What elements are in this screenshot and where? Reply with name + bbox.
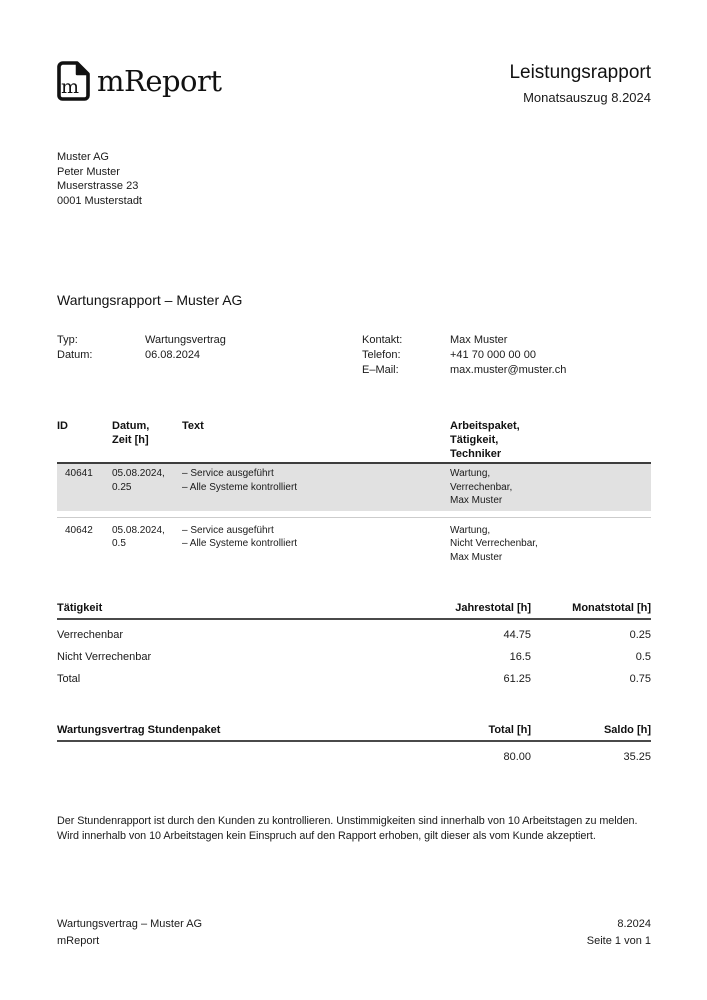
table-row [57, 642, 651, 664]
package-row-spacer [57, 751, 337, 765]
summary-row-label: Verrechenbar [57, 628, 124, 641]
entry-id-text: 40641 [65, 468, 93, 479]
header-datum-line1: Datum, [112, 420, 150, 432]
recipient-company: Muster AG [57, 151, 109, 163]
entry-arbeitspaket [450, 467, 651, 508]
entry-text-line2: – Alle Systeme kontrolliert [182, 481, 298, 493]
entry-id [57, 524, 112, 565]
recipient-city: 0001 Musterstadt [57, 195, 142, 208]
summary-row-label: Total [57, 672, 81, 685]
report-section-title: Wartungsrapport – Muster AG [57, 292, 243, 308]
kontakt-value: Max Muster [450, 334, 508, 346]
email-value: max.muster@muster.ch [450, 364, 567, 376]
datum-label: Datum: [57, 349, 93, 361]
entry-text [182, 524, 450, 565]
header-paket-line2: Tätigkeit, [450, 434, 499, 446]
typ-value: Wartungsvertrag [145, 334, 226, 346]
entry-zeit: 0.25 [112, 481, 132, 493]
entry-id [57, 467, 112, 508]
kontakt-label: Kontakt: [362, 334, 403, 346]
header-datum-line2: Zeit [h] [112, 434, 149, 446]
recipient-street: Muserstrasse 23 [57, 180, 139, 193]
package-header-total: Total [h] [488, 724, 531, 736]
recipient-name: Peter Muster [57, 165, 120, 178]
document-title: Leistungsrapport [509, 62, 651, 83]
summary-monatstotal-value: 0.75 [629, 672, 651, 685]
table-row [57, 517, 651, 569]
svg-text:m: m [61, 76, 80, 98]
summary-monatstotal-value: 0.5 [635, 650, 651, 663]
header-id-text: ID [57, 420, 68, 432]
entry-paket: Wartung, [450, 524, 491, 536]
table-row [57, 664, 651, 686]
meta-right-column [362, 333, 651, 378]
typ-label: Typ: [57, 334, 78, 346]
entry-text-line2: – Alle Systeme kontrolliert [182, 538, 298, 549]
table-row [57, 620, 651, 642]
entry-text-line1: – Service ausgeführt [182, 468, 274, 479]
footer-doc-title: Wartungsvertrag – Muster AG [57, 918, 203, 930]
summary-header-monatstotal: Monatstotal [h] [572, 602, 651, 614]
package-header-title: Wartungsvertrag Stundenpaket [57, 724, 221, 736]
datum-value: 06.08.2024 [145, 349, 201, 361]
package-header-saldo: Saldo [h] [603, 724, 651, 736]
report-meta [57, 333, 651, 378]
entry-text-line1: – Service ausgeführt [182, 524, 274, 536]
summary-jahrestotal-value: 44.75 [503, 628, 531, 641]
page-footer [57, 916, 651, 950]
entries-table-header [57, 419, 651, 461]
entry-datum: 05.08.2024, [112, 468, 165, 479]
meta-row-telefon [362, 348, 651, 363]
summary-header-jahrestotal: Jahrestotal [h] [455, 602, 531, 614]
entry-text [182, 467, 450, 508]
footer-left [57, 916, 202, 950]
package-saldo-value: 35.25 [623, 750, 651, 763]
meta-row-typ [57, 333, 362, 348]
activity-summary-header [57, 601, 651, 615]
entry-techniker: Max Muster [450, 495, 503, 506]
entry-taetigkeit: Verrechenbar, [450, 481, 513, 493]
entry-datum-zeit [112, 524, 182, 565]
entries-table [57, 419, 651, 568]
summary-header-taetigkeit: Tätigkeit [57, 602, 103, 614]
document-m-icon [57, 61, 90, 101]
entry-id-text: 40642 [65, 524, 93, 536]
recipient-address [57, 150, 142, 209]
table-row [57, 742, 651, 764]
note-line1: Der Stundenrapport ist durch den Kunden zu kontrollieren. Unstimmigkeiten sind innerhalb von 10 Arbeitstagen zu melden. [57, 815, 638, 827]
footer-period: 8.2024 [617, 918, 651, 930]
summary-jahrestotal-value: 16.5 [509, 650, 531, 663]
summary-row-label: Nicht Verrechenbar [57, 650, 152, 663]
table-row [57, 464, 651, 511]
header-text-label: Text [182, 420, 204, 432]
package-total-value: 80.00 [503, 750, 531, 763]
entry-paket: Wartung, [450, 468, 491, 479]
package-summary-header [57, 723, 651, 737]
entry-techniker: Max Muster [450, 551, 503, 563]
brand-name: mReport [97, 64, 222, 98]
entry-datum-zeit [112, 467, 182, 508]
activity-summary-table [57, 601, 651, 686]
telefon-label: Telefon: [362, 349, 401, 361]
brand-logo [57, 61, 222, 101]
meta-row-email [362, 363, 651, 378]
package-summary-table [57, 723, 651, 764]
header-paket-line3: Techniker [450, 448, 502, 460]
document-subtitle: Monatsauszug 8.2024 [523, 90, 651, 105]
meta-row-datum [57, 348, 362, 363]
footer-right [587, 916, 651, 950]
header-paket-line1: Arbeitspaket, [450, 420, 520, 432]
footer-app-name: mReport [57, 935, 100, 947]
summary-jahrestotal-value: 61.25 [503, 672, 531, 685]
summary-monatstotal-value: 0.25 [629, 628, 651, 641]
email-label: E–Mail: [362, 364, 399, 376]
footer-page-number: Seite 1 von 1 [586, 935, 651, 947]
entry-taetigkeit: Nicht Verrechenbar, [450, 538, 538, 549]
meta-row-kontakt [362, 333, 651, 348]
document-header [509, 61, 651, 105]
entry-arbeitspaket [450, 524, 651, 565]
header-text [182, 419, 450, 461]
header-datum [112, 419, 182, 461]
header-id [57, 419, 112, 461]
header-arbeitspaket [450, 419, 651, 461]
control-note [57, 814, 697, 844]
meta-left-column [57, 333, 362, 378]
entry-datum: 05.08.2024, [112, 524, 165, 536]
telefon-value: +41 70 000 00 00 [450, 349, 536, 361]
entry-zeit: 0.5 [112, 538, 126, 549]
note-line2: Wird innerhalb von 10 Arbeitstagen kein Einspruch auf den Rapport erhoben, gilt dieser als vom Kunde akzeptiert. [57, 829, 596, 842]
